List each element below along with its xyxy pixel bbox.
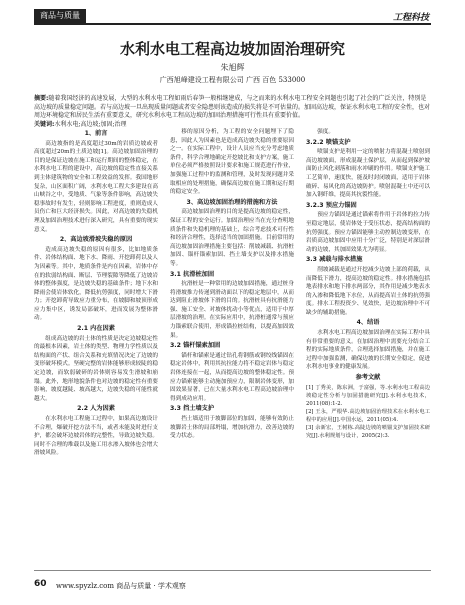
references-heading: 参考文献: [355, 374, 381, 382]
references-list: [306, 384, 430, 440]
subsection-heading: 3.2.2 喷锚支护: [306, 138, 351, 146]
page-header: [0, 0, 465, 28]
reference-item: [3] 余新宏，王树栋.高陡边坡的喷锚支护加固技术研究[J].水利规划与设计，2005(2):3.: [306, 424, 430, 439]
body-columns: [34, 128, 431, 568]
paragraph: 水利水电工程高边坡加固治理在实际工程中具有非常重要的意义。在加固治理中需要充分结合工程的实际地质条件，合理选择加固措施，并在施工过程中加强监测，确保边坡的长期安全稳定，促进水利水电事业的健康发展。: [306, 330, 430, 371]
footer-site: www.spyzlz.com 商品与质量 · 学术观察: [56, 582, 186, 590]
section-heading: 4、结语: [356, 319, 380, 327]
paragraph: 锚杆和锚索是通过钻孔将钢筋或钢绞线锚固在稳定岩体中，利用其抗拉能力将不稳定岩体与稳定岩体连接在一起，从而提高边坡的整体稳定性。预应力锚索能够主动施加预应力，限制岩体变形，加固效果显著，已在大量水利水电工程高边坡治理中得到成功应用。: [170, 352, 294, 402]
section-heading: 3、高边坡加固治理的措施和方法: [186, 198, 278, 206]
abstract-block: [34, 95, 431, 129]
paragraph: 高边坡指的是高度超过30m的岩质边坡或者高度超过20m的土质边坡[1]。高边坡加固治理的目的是保证边坡在施工和运行期间的整体稳定，在水利水电工程的建设中，高边坡的稳定性直接关系到主体建筑物的安全和工程效益的发挥。我国地形复杂，山区面积广阔，水利水电工程大多建设在高山峡谷之中，受地质、气象等条件影响，高边坡失稳事故时有发生，轻则影响工程进度，重则造成人员伤亡和巨大经济损失。因此，对高边坡的失稳机理及加固治理技术进行深入研究，具有重要的现实意义。: [34, 140, 158, 233]
subsection-heading: 2.1 内在因素: [77, 325, 115, 333]
paragraph: 削坡减载是通过开挖减少边坡上部的荷载，从而降低下滑力，提高边坡的稳定性。排水措施包括地表排水和地下排水两部分，其作用是减少地表水的入渗和降低地下水位，从而提高岩土体的抗剪强度。排水工程投资少、见效快，是边坡治理中不可缺少的辅助措施。: [306, 266, 430, 316]
column-3: [306, 128, 430, 568]
reference-item: [1] 丁秀美，陈东洲，于富强，等.水利水电工程高边坡稳定性分析与加固措施研究[J].水利水电技术，2011(08):1-2.: [306, 384, 430, 407]
page-footer: [34, 570, 431, 597]
abstract-label: 摘要:: [34, 95, 49, 102]
column-tag: 商品与质量: [34, 9, 86, 23]
keywords-text: 水利水电;高边坡;加固;治理: [54, 120, 127, 128]
paragraph: 预应力锚固是通过锚索将作用于岩体的拉力传至稳定地层，使岩体处于受压状态，提高结构面的抗剪强度。预应力锚固能够主动控制边坡变形，在岩质高边坡加固中应用十分广泛，特别是对深层滑动的边坡，其加固效果尤为明显。: [306, 212, 430, 253]
abstract-text: 随着我国经济的高速发展，大型的水利水电工程如雨后春笋一般相继建成，与之而来的水利水电工程安全问题也引起了社会的广泛关注，特别是高边坡的质量稳定问题。若与高边坡一旦出现质量问题或者安全隐患则该造成的损失将是不可估量的。加固高边坡，保证水利水电工程的安全性，也对周边环境稳定和居民生活有重要意义，研究水利水电工程高边坡的加固治理措施可行性具有重要价值。: [34, 95, 431, 119]
page-number: 60: [34, 579, 47, 589]
paragraph: 强度。: [317, 129, 334, 135]
paragraph: 挡土墙适用于坡脚部位的加固，能够有效防止坡脚岩土体的局部坍塌，增加抗滑力，改善边坡的受力状态。: [170, 416, 294, 440]
section-kicker: 工程科技: [392, 13, 429, 23]
subsection-heading: 3.1 抗滑桩加固: [170, 270, 215, 278]
header-rule: [34, 23, 431, 25]
subsection-heading: 2.2 人为因素: [77, 405, 115, 413]
column-1: [34, 128, 158, 568]
section-heading: 2、高边坡滑坡失稳的原因: [59, 236, 133, 244]
subsection-heading: 3.2.3 预应力锚固: [306, 201, 357, 209]
article-title: 水利水电工程高边坡加固治理研究: [119, 40, 345, 58]
paragraph: 移的原因分析，为工程的安全问题埋下了隐患，因此人为因素也是造成高边坡失稳的重要原因之一。在实际工程中，设计人员应当充分考虑地质条件，科学合理地确定开挖坡比和支护方案，施工单位必须严格按照设计要求和施工规范进行作业，加强施工过程中的监测和管理，及时发现问题并采取相应的处理措施，确保高边坡在施工期和运行期的稳定安全。: [170, 129, 294, 196]
keywords-label: 关键词:: [34, 120, 55, 128]
paragraph: 组成高边坡的岩土体的性质是决定边坡稳定性的最根本因素，岩土体的类型、物理力学性质以及结构面的产状、组合关系和充填情况决定了边坡的变形破坏模式。坚硬完整的岩体能够形成较陡的稳定边坡，而软弱破碎的岩体则容易发生滑坡和崩塌。此外，地形地貌条件也对边坡的稳定性有重要影响，坡度越陡、坡高越大，边坡失稳的可能性就越大。: [34, 335, 158, 402]
subsection-heading: 3.2 锚杆锚索加固: [170, 342, 221, 350]
section-heading: 1、前言: [84, 130, 108, 137]
article-affiliation: 广西旭峰建设工程有限公司 广西 百色 533000: [159, 76, 306, 84]
paragraph: 喷锚支护是利用一定的喷射力将混凝土喷射到高边坡坡面，形成混凝土保护层，从而起到保护坡面防止风化剥落和雨水冲刷的作用。喷锚支护施工工艺简单，速度快，能及时封闭坡面，适用于岩体破碎、易风化的高边坡防护。喷射混凝土中还可以加入钢纤维，提高其抗裂性能。: [306, 149, 430, 199]
paragraph: 造成高边坡失稳的原因有很多，比如地质条件、岩体结构面、地下水、降雨、开挖卸荷以及人为因素等。其中，地质条件是内在因素，岩体中存在的软弱结构面、断层、节理裂隙等降低了边坡岩体的整体强度，是边坡失稳的基础条件；地下水和降雨会使岩体软化，降低抗剪强度，同时增大下滑力；开挖卸荷导致应力重分布，在坡脚和坡顶形成应力集中区，诱发局部破坏，进而发展为整体滑动。: [34, 246, 158, 322]
subsection-heading: 3.3 减载与排水措施: [306, 256, 363, 264]
column-2: [170, 128, 294, 568]
article-author: 朱旭辉: [220, 63, 245, 72]
paragraph: 在水利水电工程施工过程中，如果高边坡设计不合理，爆破开挖方法不当，或者未能及时进行支护，都会破坏边坡岩体的完整性，导致边坡失稳。同时不合理的堆载以及施工用水渗入坡体也会增大滑坡风险。: [34, 416, 158, 457]
reference-item: [2] 王永，严根华.高边坡加固治理技术在水利水电工程中的应用[J].中国水运，2011(05):4.: [306, 408, 430, 423]
paragraph: 高边坡加固治理的目的是提高边坡的稳定性，保证工程的安全运行。加固治理应当在充分查明地质条件和失稳机理的基础上，综合考虑技术可行性和经济合理性，选择适当的加固措施。目前常用的高边坡加固治理措施主要包括：削坡减载、抗滑桩加固、锚杆锚索加固、挡土墙支护以及排水措施等。: [170, 209, 294, 267]
paragraph: 抗滑桩是一种常用的边坡加固措施，通过桩身将滑坡推力传递到滑动面以下的稳定地层中，从而达到阻止滑坡体下滑的目的。抗滑桩具有抗滑能力强、施工安全、对坡体扰动小等优点，适用于中厚层滑坡的治理。在实际应用中，抗滑桩通常与预应力锚索联合使用，形成锚拉桩结构，以提高加固效果。: [170, 281, 294, 339]
subsection-heading: 3.3 挡土墙支护: [170, 405, 215, 413]
